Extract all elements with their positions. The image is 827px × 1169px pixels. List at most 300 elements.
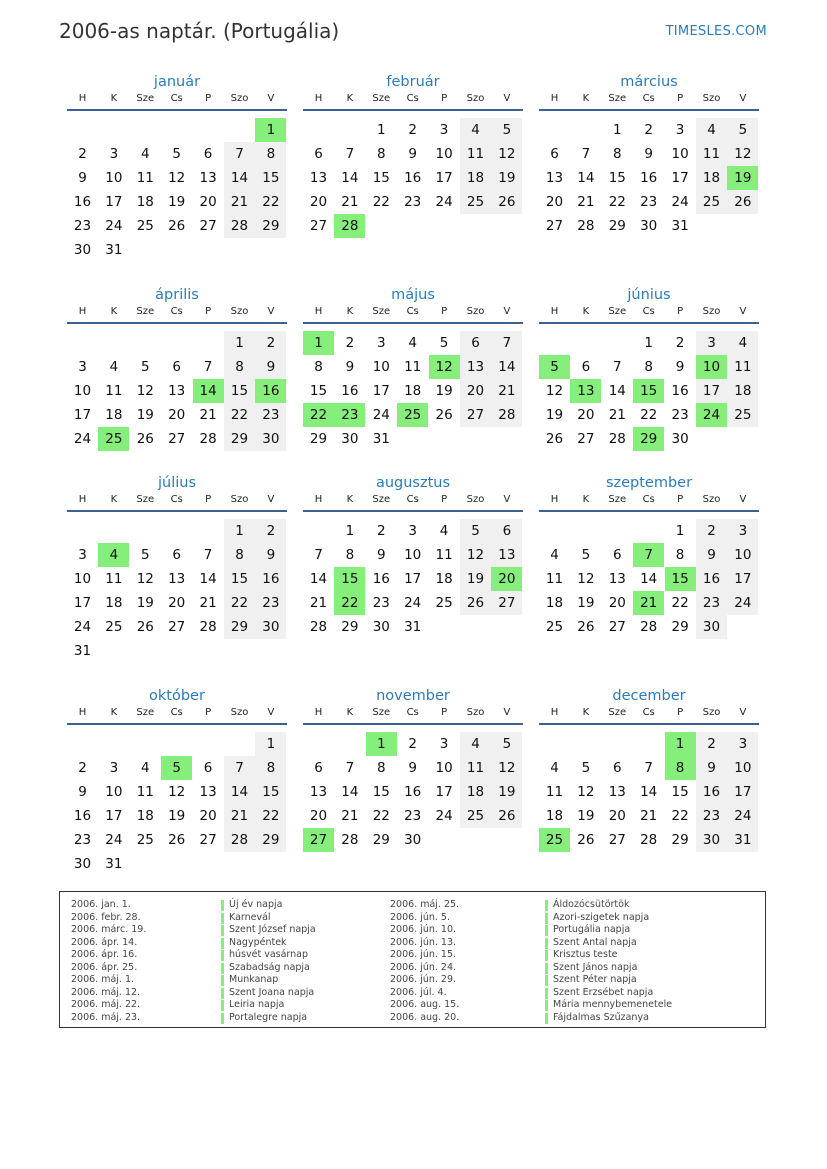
day-cell: 27 <box>309 218 328 234</box>
day-cell: 12 <box>136 571 154 587</box>
day-cell: 11 <box>136 784 154 800</box>
day-cell: 21 <box>341 808 359 824</box>
day-cell: 14 <box>341 170 359 186</box>
weekday-header: P <box>677 306 684 317</box>
day-cell: 21 <box>491 379 522 403</box>
day-cell: 27 <box>545 218 564 234</box>
day-cell: 25 <box>435 595 453 611</box>
day-cell: 25 <box>545 619 564 635</box>
day-cell: 18 <box>435 571 453 587</box>
day-cell: 8 <box>377 146 386 162</box>
day-cell: 27 <box>168 619 186 635</box>
day-cell: 15 <box>255 780 286 804</box>
day-cell: 30 <box>640 218 658 234</box>
holiday-day-cell: 14 <box>193 379 224 403</box>
holiday-date: 2006. máj. 1. <box>71 974 135 985</box>
day-cell: 28 <box>577 218 595 234</box>
weekday-header: P <box>205 306 212 317</box>
holiday-name: Azori-szigetek napja <box>553 911 650 923</box>
holiday-marker <box>545 975 548 986</box>
day-cell: 6 <box>550 146 559 162</box>
day-cell: 30 <box>372 619 390 635</box>
day-cell: 13 <box>460 355 491 379</box>
weekday-header: H <box>78 707 87 718</box>
day-cell: 22 <box>224 403 255 427</box>
day-cell: 17 <box>435 784 453 800</box>
holiday-day-cell: 1 <box>255 118 286 142</box>
holiday-marker <box>545 938 548 949</box>
holiday-name: Krisztus teste <box>553 949 618 960</box>
day-cell: 26 <box>491 190 522 214</box>
day-cell: 2 <box>408 736 417 752</box>
day-cell: 26 <box>435 407 453 423</box>
day-cell: 23 <box>255 403 286 427</box>
weekday-header: Szo <box>702 306 721 317</box>
weekday-header: Szo <box>702 93 721 104</box>
weekday-header: H <box>78 494 87 505</box>
holiday-marker <box>221 913 224 924</box>
month-divider <box>539 723 759 725</box>
day-cell: 18 <box>404 383 422 399</box>
day-cell: 16 <box>404 170 422 186</box>
day-cell: 14 <box>640 571 658 587</box>
day-cell: 21 <box>224 190 255 214</box>
holiday-day-cell: 5 <box>539 355 570 379</box>
day-cell: 4 <box>696 118 727 142</box>
weekday-header: P <box>441 707 448 718</box>
day-cell: 16 <box>372 571 390 587</box>
holiday-day-cell: 27 <box>303 828 334 852</box>
day-cell: 19 <box>168 808 186 824</box>
day-cell: 2 <box>675 335 685 351</box>
day-cell: 29 <box>671 619 689 635</box>
holiday-date: 2006. júl. 4. <box>390 986 447 998</box>
holiday-marker <box>221 963 224 974</box>
month-name: február <box>386 74 440 90</box>
day-cell: 7 <box>345 146 355 162</box>
holiday-marker <box>221 950 224 961</box>
holiday-marker <box>545 925 548 936</box>
day-cell: 14 <box>199 571 217 587</box>
day-cell: 27 <box>199 832 217 848</box>
day-cell: 27 <box>608 832 626 848</box>
weekday-header: V <box>503 93 511 104</box>
holiday-name: Karnevál <box>229 911 271 923</box>
weekday-header: Sze <box>136 494 155 505</box>
weekday-header: Cs <box>406 93 419 104</box>
day-cell: 15 <box>224 379 255 403</box>
weekday-header: Sze <box>608 306 627 317</box>
weekday-header: K <box>110 93 118 104</box>
day-cell: 6 <box>613 547 622 563</box>
day-cell: 25 <box>727 403 758 427</box>
day-cell: 1 <box>345 523 355 539</box>
month-name: szeptember <box>605 475 693 491</box>
holiday-day-cell: 1 <box>303 331 334 355</box>
day-cell: 13 <box>608 571 626 587</box>
day-cell: 17 <box>105 808 123 824</box>
weekday-header: Szo <box>466 93 485 104</box>
weekday-header: V <box>739 306 747 317</box>
weekday-header: Cs <box>642 93 655 104</box>
weekday-header: V <box>267 707 275 718</box>
weekday-header: V <box>739 93 747 104</box>
holiday-date: 2006. aug. 20. <box>390 1011 460 1023</box>
month-name: január <box>153 74 201 90</box>
day-cell: 8 <box>314 359 323 375</box>
weekday-header: V <box>503 707 511 718</box>
month-name: december <box>612 688 686 704</box>
day-cell: 4 <box>141 760 150 776</box>
holiday-name: Szent Joana napja <box>229 986 315 998</box>
day-cell: 7 <box>581 146 591 162</box>
day-cell: 16 <box>255 567 286 591</box>
day-cell: 2 <box>255 519 286 543</box>
day-cell: 30 <box>696 615 727 639</box>
day-cell: 31 <box>404 619 422 635</box>
day-cell: 15 <box>372 784 390 800</box>
day-cell: 8 <box>255 756 286 780</box>
day-cell: 9 <box>377 547 386 563</box>
day-cell: 9 <box>696 543 727 567</box>
day-cell: 2 <box>696 732 727 756</box>
day-cell: 27 <box>577 431 595 447</box>
weekday-header: H <box>550 306 559 317</box>
day-cell: 30 <box>696 828 727 852</box>
day-cell: 10 <box>435 760 453 776</box>
page-title: 2006-as naptár. (Portugália) <box>59 19 340 43</box>
holiday-marker <box>221 900 224 911</box>
day-cell: 20 <box>199 194 217 210</box>
day-cell: 27 <box>608 619 626 635</box>
day-cell: 13 <box>199 170 217 186</box>
weekday-header: Sze <box>136 93 155 104</box>
day-cell: 22 <box>372 194 390 210</box>
holiday-day-cell: 1 <box>665 732 696 756</box>
day-cell: 8 <box>224 355 255 379</box>
month-divider <box>303 109 523 111</box>
weekday-header: Cs <box>170 93 183 104</box>
day-cell: 24 <box>73 619 92 635</box>
day-cell: 5 <box>491 732 522 756</box>
holiday-date: 2006. máj. 22. <box>71 999 141 1010</box>
weekday-header: V <box>503 306 511 317</box>
weekday-header: Cs <box>406 494 419 505</box>
weekday-header: K <box>346 707 354 718</box>
day-cell: 29 <box>255 214 286 238</box>
day-cell: 12 <box>460 543 491 567</box>
holiday-name: Szent Péter napja <box>553 974 637 985</box>
day-cell: 20 <box>608 595 626 611</box>
weekday-header: P <box>441 494 448 505</box>
day-cell: 1 <box>377 122 386 138</box>
holiday-date: 2006. jún. 10. <box>390 924 457 935</box>
holiday-date: 2006. jún. 24. <box>390 961 457 973</box>
day-cell: 17 <box>696 379 727 403</box>
day-cell: 18 <box>105 407 123 423</box>
weekday-header: V <box>267 494 275 505</box>
day-cell: 12 <box>491 142 522 166</box>
day-cell: 7 <box>613 359 622 375</box>
holiday-date: 2006. máj. 23. <box>71 1011 141 1023</box>
day-cell: 20 <box>199 808 217 824</box>
holiday-marker <box>221 938 224 949</box>
day-cell: 7 <box>224 756 255 780</box>
day-cell: 13 <box>199 784 217 800</box>
day-cell: 5 <box>581 547 591 563</box>
day-cell: 31 <box>372 431 390 447</box>
weekday-header: H <box>550 494 559 505</box>
day-cell: 6 <box>203 146 213 162</box>
holiday-date: 2006. aug. 15. <box>390 999 460 1010</box>
day-cell: 25 <box>136 218 154 234</box>
day-cell: 2 <box>696 519 727 543</box>
day-cell: 22 <box>671 595 689 611</box>
day-cell: 16 <box>341 383 359 399</box>
holiday-date: 2006. ápr. 25. <box>71 961 138 973</box>
weekday-header: Sze <box>608 93 627 104</box>
day-cell: 5 <box>491 118 522 142</box>
day-cell: 15 <box>224 567 255 591</box>
brand-link[interactable]: TIMESLES.COM <box>665 24 767 39</box>
day-cell: 26 <box>168 832 186 848</box>
month-divider <box>539 510 759 512</box>
day-cell: 24 <box>404 595 422 611</box>
holiday-day-cell: 12 <box>429 355 460 379</box>
day-cell: 18 <box>696 166 727 190</box>
day-cell: 17 <box>435 170 453 186</box>
day-cell: 9 <box>255 543 286 567</box>
holiday-day-cell: 23 <box>334 403 365 427</box>
day-cell: 5 <box>727 118 758 142</box>
month-name: augusztus <box>375 475 451 491</box>
day-cell: 4 <box>550 760 559 776</box>
day-cell: 23 <box>404 194 422 210</box>
weekday-header: V <box>267 306 275 317</box>
day-cell: 8 <box>255 142 286 166</box>
holiday-name: Nagypéntek <box>229 936 287 948</box>
weekday-header: Cs <box>642 306 655 317</box>
day-cell: 12 <box>727 142 758 166</box>
holiday-marker <box>221 988 224 999</box>
month-name: május <box>391 287 435 303</box>
weekday-header: K <box>346 306 354 317</box>
weekday-header: P <box>441 306 448 317</box>
day-cell: 25 <box>105 619 123 635</box>
day-cell: 7 <box>491 331 522 355</box>
weekday-header: V <box>503 494 511 505</box>
day-cell: 3 <box>696 331 727 355</box>
holiday-day-cell: 29 <box>633 427 664 451</box>
weekday-header: Szo <box>230 93 249 104</box>
day-cell: 4 <box>460 732 491 756</box>
holiday-marker <box>221 975 224 986</box>
day-cell: 7 <box>644 760 653 776</box>
day-cell: 7 <box>203 547 213 563</box>
day-cell: 16 <box>696 567 727 591</box>
weekday-header: H <box>314 707 323 718</box>
month-divider <box>303 723 523 725</box>
weekday-header: H <box>550 93 559 104</box>
day-cell: 10 <box>435 146 453 162</box>
month-name: június <box>627 287 671 303</box>
month-divider <box>539 322 759 324</box>
day-cell: 3 <box>727 519 758 543</box>
holiday-name: Portugália napja <box>553 924 631 935</box>
holiday-name: Fájdalmas Szűzanya <box>553 1011 649 1023</box>
day-cell: 11 <box>435 547 453 563</box>
weekday-header: P <box>205 707 212 718</box>
holiday-day-cell: 24 <box>696 403 727 427</box>
day-cell: 17 <box>372 383 390 399</box>
holiday-day-cell: 15 <box>334 567 365 591</box>
weekday-header: K <box>110 306 118 317</box>
day-cell: 3 <box>408 523 417 539</box>
day-cell: 5 <box>172 146 181 162</box>
day-cell: 19 <box>491 780 522 804</box>
day-cell: 6 <box>581 359 591 375</box>
day-cell: 19 <box>460 567 491 591</box>
day-cell: 26 <box>491 804 522 828</box>
day-cell: 11 <box>545 571 564 587</box>
day-cell: 18 <box>545 595 564 611</box>
day-cell: 14 <box>341 784 359 800</box>
day-cell: 12 <box>168 170 186 186</box>
day-cell: 11 <box>545 784 564 800</box>
weekday-header: H <box>314 93 323 104</box>
day-cell: 17 <box>73 407 92 423</box>
weekday-header: Cs <box>406 306 419 317</box>
day-cell: 12 <box>136 383 154 399</box>
weekday-header: Sze <box>136 707 155 718</box>
day-cell: 1 <box>675 523 685 539</box>
day-cell: 6 <box>172 359 181 375</box>
day-cell: 28 <box>224 828 255 852</box>
day-cell: 4 <box>109 359 119 375</box>
day-cell: 17 <box>404 571 422 587</box>
weekday-header: V <box>739 707 747 718</box>
day-cell: 28 <box>199 619 217 635</box>
day-cell: 24 <box>435 808 453 824</box>
holiday-legend <box>59 891 766 1028</box>
day-cell: 16 <box>73 194 92 210</box>
day-cell: 18 <box>105 595 123 611</box>
day-cell: 10 <box>73 383 92 399</box>
weekday-header: K <box>582 707 590 718</box>
holiday-name: Szent Erzsébet napja <box>553 986 654 998</box>
day-cell: 14 <box>608 383 626 399</box>
day-cell: 30 <box>341 431 359 447</box>
month-name: április <box>155 287 199 303</box>
weekday-header: Szo <box>230 707 249 718</box>
day-cell: 25 <box>696 190 727 214</box>
day-cell: 4 <box>408 335 417 351</box>
holiday-day-cell: 28 <box>334 214 365 238</box>
weekday-header: H <box>314 306 323 317</box>
day-cell: 3 <box>675 122 685 138</box>
day-cell: 4 <box>460 118 491 142</box>
holiday-day-cell: 19 <box>727 166 758 190</box>
day-cell: 2 <box>78 760 87 776</box>
day-cell: 3 <box>78 359 87 375</box>
day-cell: 30 <box>73 856 92 872</box>
weekday-header: Cs <box>642 707 655 718</box>
day-cell: 27 <box>199 218 217 234</box>
holiday-date: 2006. ápr. 16. <box>71 949 138 960</box>
weekday-header: Cs <box>642 494 655 505</box>
day-cell: 3 <box>109 146 119 162</box>
holiday-day-cell: 8 <box>665 756 696 780</box>
day-cell: 3 <box>439 122 449 138</box>
holiday-name: Szent János napja <box>553 961 638 973</box>
weekday-header: H <box>78 93 87 104</box>
weekday-header: P <box>205 93 212 104</box>
day-cell: 15 <box>372 170 390 186</box>
holiday-name: Leiria napja <box>229 999 285 1010</box>
day-cell: 21 <box>577 194 595 210</box>
holiday-marker <box>221 1013 224 1024</box>
day-cell: 23 <box>696 804 727 828</box>
day-cell: 23 <box>73 218 92 234</box>
day-cell: 24 <box>73 431 92 447</box>
day-cell: 21 <box>608 407 626 423</box>
holiday-day-cell: 15 <box>633 379 664 403</box>
day-cell: 11 <box>460 756 491 780</box>
weekday-header: Sze <box>372 93 391 104</box>
day-cell: 28 <box>341 832 359 848</box>
holiday-name: Mária mennybemenetele <box>553 999 673 1010</box>
day-cell: 28 <box>608 431 626 447</box>
day-cell: 1 <box>644 335 653 351</box>
month-name: november <box>376 688 450 704</box>
holiday-day-cell: 22 <box>303 403 334 427</box>
day-cell: 22 <box>608 194 626 210</box>
day-cell: 13 <box>608 784 626 800</box>
day-cell: 28 <box>224 214 255 238</box>
day-cell: 11 <box>696 142 727 166</box>
day-cell: 16 <box>696 780 727 804</box>
day-cell: 26 <box>545 431 564 447</box>
weekday-header: K <box>110 494 118 505</box>
day-cell: 21 <box>224 804 255 828</box>
day-cell: 28 <box>199 431 217 447</box>
day-cell: 7 <box>314 547 323 563</box>
day-cell: 20 <box>460 379 491 403</box>
holiday-marker <box>545 900 548 911</box>
holiday-date: 2006. febr. 28. <box>71 911 141 923</box>
month-divider <box>67 109 287 111</box>
weekday-header: P <box>677 93 684 104</box>
day-cell: 2 <box>408 122 417 138</box>
day-cell: 21 <box>199 595 217 611</box>
day-cell: 22 <box>255 190 286 214</box>
weekday-header: Szo <box>466 494 485 505</box>
day-cell: 21 <box>309 595 328 611</box>
day-cell: 3 <box>377 335 386 351</box>
day-cell: 28 <box>640 619 658 635</box>
day-cell: 10 <box>671 146 689 162</box>
day-cell: 10 <box>105 170 123 186</box>
weekday-header: K <box>346 93 354 104</box>
weekday-header: Sze <box>608 707 627 718</box>
day-cell: 22 <box>224 591 255 615</box>
day-cell: 25 <box>136 832 154 848</box>
day-cell: 8 <box>224 543 255 567</box>
month-divider <box>67 723 287 725</box>
holiday-marker <box>545 913 548 924</box>
day-cell: 16 <box>671 383 689 399</box>
holiday-day-cell: 25 <box>98 427 129 451</box>
